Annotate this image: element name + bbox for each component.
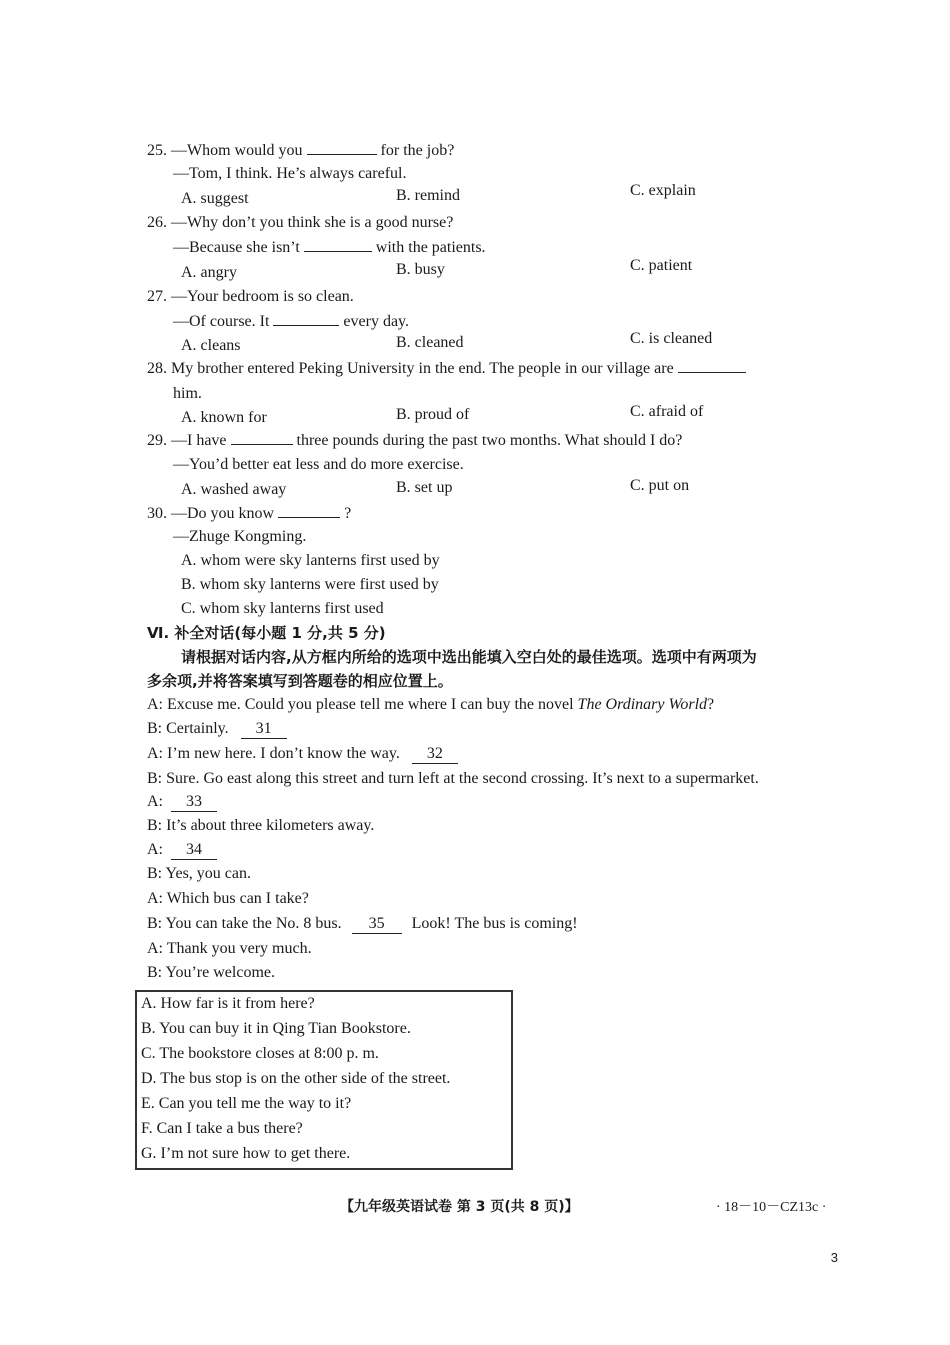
q28-stem bbox=[147, 358, 746, 379]
q25-option-b: B. remind bbox=[396, 187, 460, 204]
box-option-e: E. Can you tell me the way to it? bbox=[141, 1095, 352, 1112]
q30-reply: —Zhuge Kongming. bbox=[173, 528, 307, 545]
q28-stem-text: 28. My brother entered Peking University in the end. The people in our village are bbox=[147, 360, 674, 377]
q30-option-a: A. whom were sky lanterns first used by bbox=[181, 552, 440, 569]
box-option-c: C. The bookstore closes at 8:00 p. m. bbox=[141, 1045, 379, 1062]
q30-stem-b: ? bbox=[344, 505, 352, 522]
q27-stem: 27. —Your bedroom is so clean. bbox=[147, 288, 354, 305]
dialogue-line-2-text: B: Certainly. bbox=[147, 720, 229, 737]
q26-option-c: C. patient bbox=[630, 257, 693, 274]
dialogue-line-5-text: A: bbox=[147, 793, 163, 810]
q28-option-b: B. proud of bbox=[396, 406, 470, 423]
dialogue-line-10 bbox=[147, 914, 578, 934]
q30-option-b: B. whom sky lanterns were first used by bbox=[181, 576, 439, 593]
q30-stem bbox=[147, 503, 351, 524]
q30-stem-a: 30. —Do you know bbox=[147, 505, 275, 522]
answer-blank bbox=[231, 430, 293, 445]
q29-stem bbox=[147, 430, 682, 451]
blank-31: 31 bbox=[241, 720, 287, 739]
q29-option-b: B. set up bbox=[396, 479, 453, 496]
q27-option-a: A. cleans bbox=[181, 337, 241, 354]
dialogue-line-1 bbox=[147, 695, 714, 715]
page-number: 3 bbox=[830, 1250, 838, 1265]
box-option-a: A. How far is it from here? bbox=[141, 995, 315, 1012]
exam-code: · 18－10－CZ13c · bbox=[716, 1200, 827, 1215]
q28-option-c: C. afraid of bbox=[630, 403, 704, 420]
q27-option-c: C. is cleaned bbox=[630, 330, 713, 347]
q25-stem-b: for the job? bbox=[380, 142, 455, 159]
dialogue-line-10-text: B: You can take the No. 8 bus. bbox=[147, 915, 342, 932]
q25-option-c: C. explain bbox=[630, 182, 696, 199]
q28-option-a: A. known for bbox=[181, 409, 267, 426]
q29-stem-a: 29. —I have bbox=[147, 432, 227, 449]
blank-34: 34 bbox=[171, 841, 217, 860]
novel-title: The Ordinary World bbox=[577, 696, 708, 713]
answer-blank bbox=[307, 140, 377, 155]
dialogue-line-9: A: Which bus can I take? bbox=[147, 890, 309, 907]
dialogue-line-10-end: Look! The bus is coming! bbox=[411, 915, 578, 932]
q27-reply bbox=[173, 311, 409, 332]
dialogue-line-11: A: Thank you very much. bbox=[147, 940, 312, 957]
q26-option-b: B. busy bbox=[396, 261, 445, 278]
q29-reply: —You’d better eat less and do more exercise. bbox=[173, 456, 464, 473]
q29-option-a: A. washed away bbox=[181, 481, 287, 498]
q26-stem: 26. —Why don’t you think she is a good nurse? bbox=[147, 214, 454, 231]
dialogue-line-6: B: It’s about three kilometers away. bbox=[147, 817, 375, 834]
q26-reply-b: with the patients. bbox=[375, 239, 486, 256]
dialogue-line-1-end: ? bbox=[707, 696, 715, 713]
dialogue-line-4: B: Sure. Go east along this street and turn left at the second crossing. It’s next to a supermarket. bbox=[147, 770, 759, 787]
box-option-f: F. Can I take a bus there? bbox=[141, 1120, 303, 1137]
options-box bbox=[135, 990, 513, 1170]
q25-stem-a: 25. —Whom would you bbox=[147, 142, 303, 159]
box-option-g: G. I’m not sure how to get there. bbox=[141, 1145, 351, 1162]
answer-blank bbox=[678, 358, 746, 373]
blank-35: 35 bbox=[352, 915, 402, 934]
answer-blank bbox=[304, 237, 372, 252]
dialogue-line-12: B: You’re welcome. bbox=[147, 964, 275, 981]
q26-option-a: A. angry bbox=[181, 264, 237, 281]
q25-option-a: A. suggest bbox=[181, 190, 249, 207]
answer-blank bbox=[278, 503, 340, 518]
q28-stem-cont: him. bbox=[173, 385, 202, 402]
q25-reply: —Tom, I think. He’s always careful. bbox=[173, 165, 407, 182]
question-25-stem bbox=[147, 140, 454, 161]
box-option-b: B. You can buy it in Qing Tian Bookstore. bbox=[141, 1020, 411, 1037]
q27-reply-b: every day. bbox=[343, 313, 410, 330]
section-6-instruction-1: 请根据对话内容,从方框内所给的选项中选出能填入空白处的最佳选项。选项中有两项为 bbox=[181, 648, 757, 666]
dialogue-line-5 bbox=[147, 792, 217, 812]
exam-footer: 【九年级英语试卷 第 3 页(共 8 页)】 bbox=[340, 1199, 579, 1215]
q29-stem-b: three pounds during the past two months. What should I do? bbox=[296, 432, 683, 449]
q27-option-b: B. cleaned bbox=[396, 334, 464, 351]
blank-33: 33 bbox=[171, 793, 217, 812]
dialogue-line-1-text: A: Excuse me. Could you please tell me where I can buy the novel bbox=[147, 696, 574, 713]
dialogue-line-3-text: A: I’m new here. I don’t know the way. bbox=[147, 745, 400, 762]
dialogue-line-7-text: A: bbox=[147, 841, 163, 858]
dialogue-line-8: B: Yes, you can. bbox=[147, 865, 252, 882]
section-6-instruction-2: 多余项,并将答案填写到答题卷的相应位置上。 bbox=[147, 672, 453, 690]
dialogue-line-7 bbox=[147, 840, 217, 860]
q30-option-c: C. whom sky lanterns first used bbox=[181, 600, 384, 617]
q26-reply-a: —Because she isn’t bbox=[173, 239, 300, 256]
q27-reply-a: —Of course. It bbox=[173, 313, 270, 330]
dialogue-line-3 bbox=[147, 744, 458, 764]
q26-reply bbox=[173, 237, 486, 258]
box-option-d: D. The bus stop is on the other side of the street. bbox=[141, 1070, 451, 1087]
blank-32: 32 bbox=[412, 745, 458, 764]
section-6-title: Ⅵ. 补全对话(每小题 1 分,共 5 分) bbox=[147, 624, 386, 642]
answer-blank bbox=[273, 311, 339, 326]
dialogue-line-2 bbox=[147, 719, 287, 739]
q29-option-c: C. put on bbox=[630, 477, 690, 494]
